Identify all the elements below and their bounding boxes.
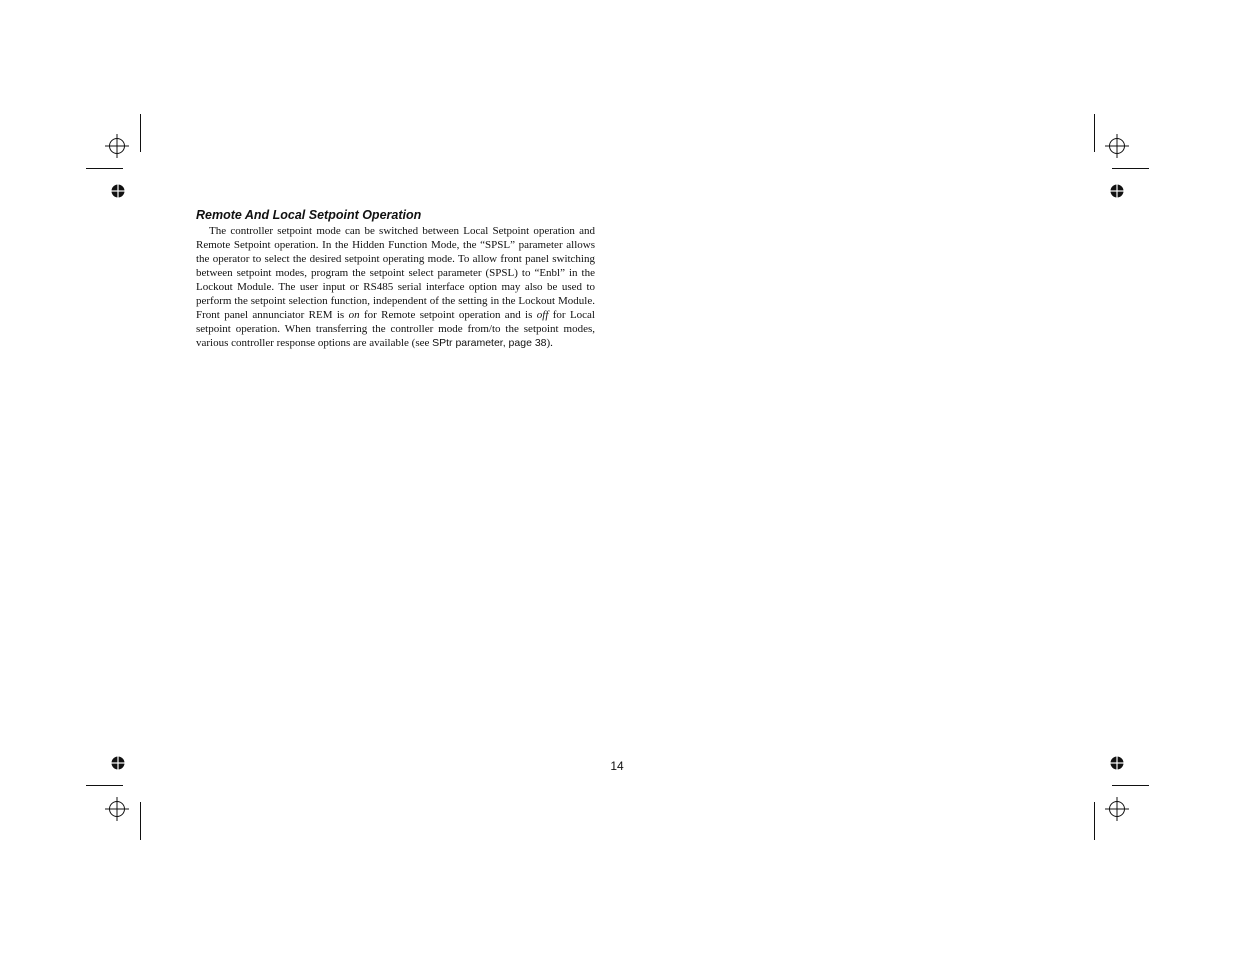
page-number: 14 — [610, 759, 624, 773]
crosshair-icon — [1105, 797, 1129, 821]
setpoint-section — [196, 207, 595, 350]
crop-line-vertical — [1094, 114, 1095, 152]
paragraph-text-part-3: for Local setpoint operation. When transferring the controller mode from/to the setpoint modes, various controller response options are available (see — [196, 309, 595, 349]
crop-line-vertical — [140, 802, 141, 840]
emphasis-on: on — [348, 309, 360, 321]
crop-line-vertical — [140, 114, 141, 152]
paragraph-text-part-2: for Remote setpoint operation and is — [359, 309, 537, 321]
paragraph-text-part-4: ). — [546, 337, 553, 349]
quartered-dot-icon — [111, 756, 125, 770]
crosshair-icon — [105, 134, 129, 158]
section-paragraph — [196, 224, 595, 350]
quartered-dot-icon — [1110, 184, 1124, 198]
parameter-reference: SPtr parameter, page 38 — [432, 337, 547, 349]
crosshair-icon — [105, 797, 129, 821]
quartered-dot-icon — [1110, 756, 1124, 770]
quartered-dot-icon — [111, 184, 125, 198]
crop-line-horizontal — [86, 168, 123, 169]
crosshair-icon — [1105, 134, 1129, 158]
crop-line-horizontal — [86, 785, 123, 786]
emphasis-off: off — [536, 309, 549, 321]
crop-line-vertical — [1094, 802, 1095, 840]
crop-line-horizontal — [1112, 785, 1149, 786]
crop-line-horizontal — [1112, 168, 1149, 169]
section-heading: Remote And Local Setpoint Operation — [196, 208, 422, 222]
paragraph-text-part-1: The controller setpoint mode can be switched between Local Setpoint operation and Remote Setpoint operation. In the Hidden Function Mode, the “SPSL” parameter allows the operator to select the desired setpoint operating mode. To allow front panel switching between setpoint modes, program the setpoint select parameter (SPSL) to “Enbl” in the Lockout Module. The user input or RS485 serial interface option may also be used to perform the setpoint selection function, independent of the setting in the Lockout Module. Front panel annunciator REM is — [196, 225, 595, 321]
